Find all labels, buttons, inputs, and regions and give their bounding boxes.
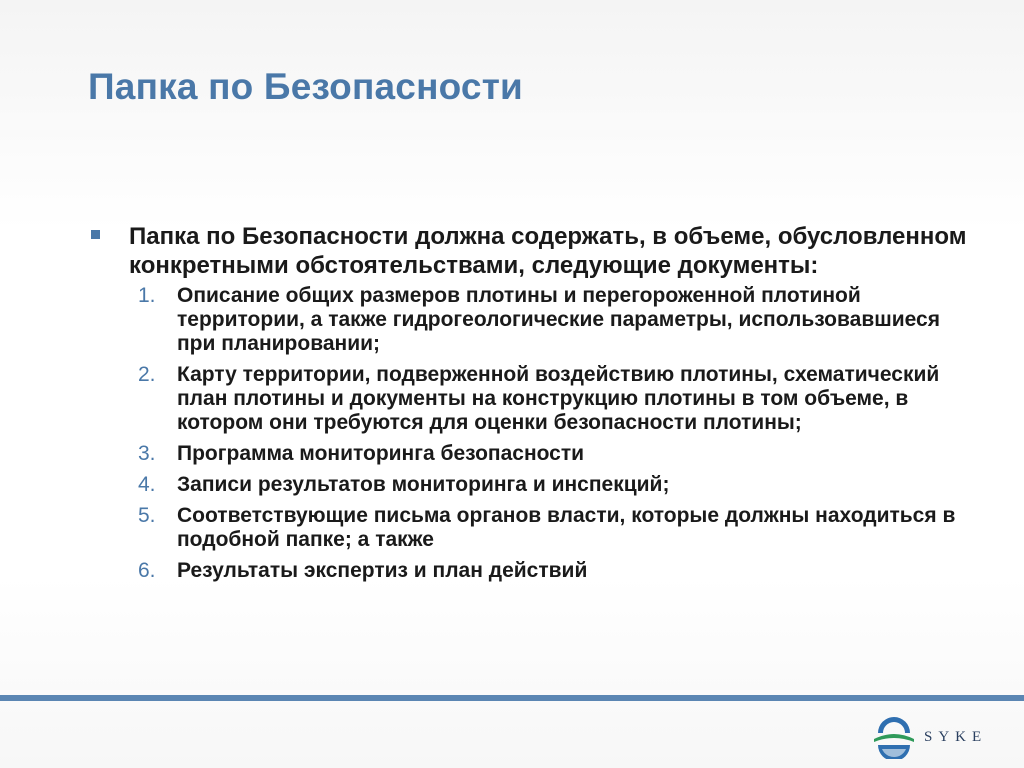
intro-bullet <box>88 222 968 280</box>
list-item <box>138 473 968 497</box>
square-bullet-icon <box>91 230 100 239</box>
list-item-text: Описание общих размеров плотины и перегороженной плотиной территории, а также гидрогеологические параметры, использовавшиеся при планировании; <box>177 284 940 355</box>
list-item <box>138 284 968 356</box>
slide-content <box>88 222 968 590</box>
list-item <box>138 504 968 552</box>
list-item-number: 2. <box>138 363 156 386</box>
slide-title: Папка по Безопасности <box>88 66 523 107</box>
syke-emblem-icon <box>872 715 916 759</box>
list-item-number: 6. <box>138 559 156 582</box>
intro-text: Папка по Безопасности должна содержать, в объеме, обусловленном конкретными обстоятельствами, следующие документы: <box>129 223 967 279</box>
document-list <box>88 284 968 583</box>
list-item-text: Записи результатов мониторинга и инспекций; <box>177 473 670 496</box>
list-item-number: 1. <box>138 284 156 307</box>
list-item-text: Программа мониторинга безопасности <box>177 442 585 465</box>
list-item-text: Карту территории, подверженной воздействию плотины, схематический план плотины и документы на конструкцию плотины в том объеме, в котором они требуются для оценки безопасности плотины; <box>177 363 940 434</box>
logo-text: SYKE <box>924 728 988 745</box>
list-item <box>138 559 968 583</box>
list-item-number: 4. <box>138 473 156 496</box>
syke-logo <box>872 715 987 759</box>
list-item-text: Соответствующие письма органов власти, которые должны находиться в подобной папке; а также <box>177 504 956 551</box>
list-item <box>138 363 968 435</box>
list-item <box>138 442 968 466</box>
list-item-number: 5. <box>138 504 156 527</box>
list-item-text: Результаты экспертиз и план действий <box>177 559 588 582</box>
footer-divider <box>0 695 1024 701</box>
list-item-number: 3. <box>138 442 156 465</box>
